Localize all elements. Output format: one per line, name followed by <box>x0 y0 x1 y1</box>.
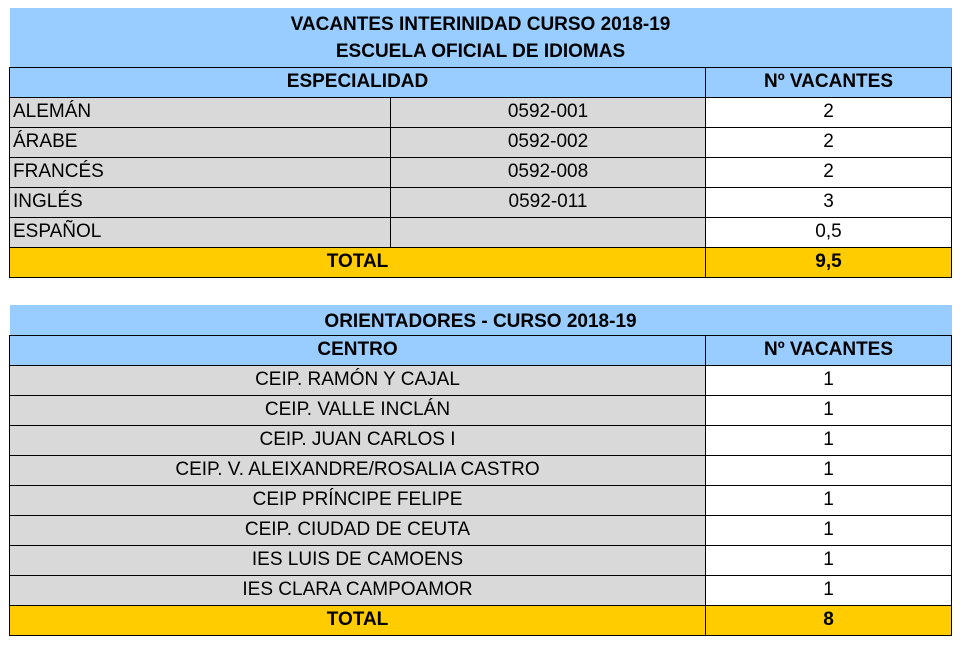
table-row <box>10 157 952 187</box>
vacancy-count: 2 <box>706 127 952 157</box>
vacancy-count: 1 <box>706 485 952 515</box>
orientadores-col-vacancies: Nº VACANTES <box>706 335 952 365</box>
table-row <box>10 515 952 545</box>
eoi-title-row <box>10 8 952 38</box>
specialty-code: 0592-011 <box>391 187 706 217</box>
eoi-vacancies-table <box>9 8 952 278</box>
table-row <box>10 217 952 247</box>
vacancy-count: 1 <box>706 455 952 485</box>
orientadores-total-row <box>10 605 952 635</box>
orientadores-col-center: CENTRO <box>10 335 706 365</box>
eoi-total-row <box>10 247 952 277</box>
vacancy-count: 2 <box>706 97 952 127</box>
eoi-col-specialty: ESPECIALIDAD <box>10 67 706 97</box>
orientadores-header-row <box>10 335 952 365</box>
table-row <box>10 187 952 217</box>
specialty-name: ALEMÁN <box>10 97 391 127</box>
orientadores-vacancies-table <box>9 305 952 636</box>
specialty-code <box>391 217 706 247</box>
eoi-title-line1: VACANTES INTERINIDAD CURSO 2018-19 <box>10 8 952 38</box>
total-value: 9,5 <box>706 247 952 277</box>
specialty-name: ÁRABE <box>10 127 391 157</box>
center-name: CEIP PRÍNCIPE FELIPE <box>10 485 706 515</box>
vacancy-count: 1 <box>706 575 952 605</box>
eoi-subtitle-row <box>10 38 952 67</box>
center-name: IES CLARA CAMPOAMOR <box>10 575 706 605</box>
vacancy-count: 1 <box>706 395 952 425</box>
total-label: TOTAL <box>10 605 706 635</box>
eoi-header-row <box>10 67 952 97</box>
table-row <box>10 365 952 395</box>
eoi-title-line2: ESCUELA OFICIAL DE IDIOMAS <box>10 38 952 67</box>
table-row <box>10 97 952 127</box>
vacancy-count: 1 <box>706 515 952 545</box>
orientadores-title: ORIENTADORES - CURSO 2018-19 <box>10 305 952 335</box>
specialty-name: FRANCÉS <box>10 157 391 187</box>
total-value: 8 <box>706 605 952 635</box>
vacancy-count: 3 <box>706 187 952 217</box>
table-row <box>10 575 952 605</box>
center-name: IES LUIS DE CAMOENS <box>10 545 706 575</box>
vacancy-count: 1 <box>706 365 952 395</box>
eoi-col-vacancies: Nº VACANTES <box>706 67 952 97</box>
specialty-code: 0592-002 <box>391 127 706 157</box>
specialty-name: INGLÉS <box>10 187 391 217</box>
vacancy-count: 2 <box>706 157 952 187</box>
table-row <box>10 425 952 455</box>
total-label: TOTAL <box>10 247 706 277</box>
specialty-code: 0592-001 <box>391 97 706 127</box>
center-name: CEIP. V. ALEIXANDRE/ROSALIA CASTRO <box>10 455 706 485</box>
table-row <box>10 545 952 575</box>
center-name: CEIP. JUAN CARLOS I <box>10 425 706 455</box>
vacancy-count: 1 <box>706 545 952 575</box>
orientadores-title-row <box>10 305 952 335</box>
table-row <box>10 455 952 485</box>
center-name: CEIP. RAMÓN Y CAJAL <box>10 365 706 395</box>
vacancy-count: 1 <box>706 425 952 455</box>
table-row <box>10 485 952 515</box>
center-name: CEIP. CIUDAD DE CEUTA <box>10 515 706 545</box>
specialty-code: 0592-008 <box>391 157 706 187</box>
table-row <box>10 395 952 425</box>
table-row <box>10 127 952 157</box>
center-name: CEIP. VALLE INCLÁN <box>10 395 706 425</box>
vacancy-count: 0,5 <box>706 217 952 247</box>
specialty-name: ESPAÑOL <box>10 217 391 247</box>
